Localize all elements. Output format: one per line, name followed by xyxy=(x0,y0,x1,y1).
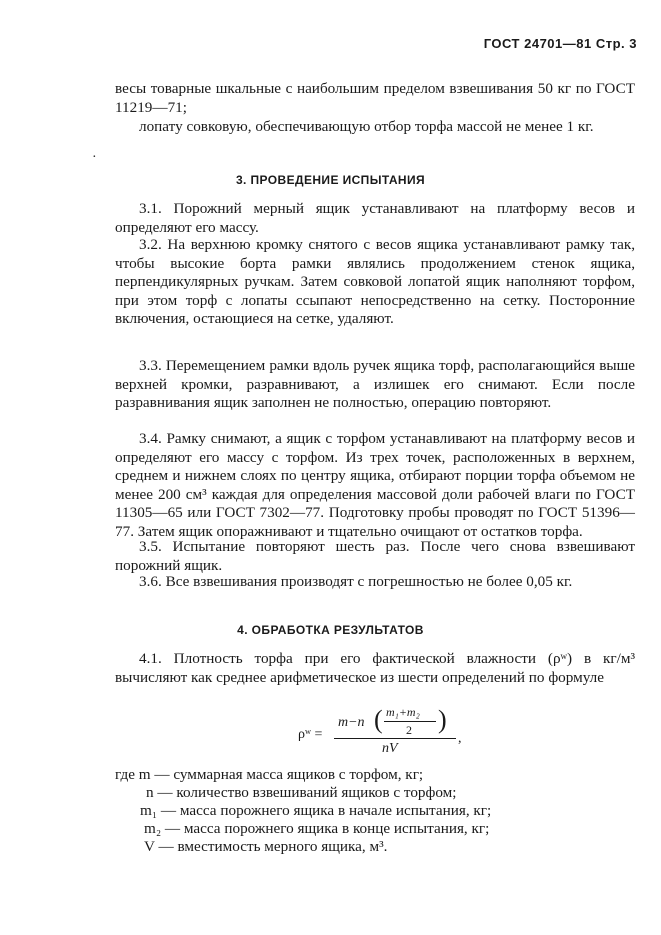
formula-m-minus-n: m−n xyxy=(338,715,365,730)
section-3-heading: 3. ПРОВЕДЕНИЕ ИСПЫТАНИЯ xyxy=(235,173,426,187)
page-header: ГОСТ 24701—81 Стр. 3 xyxy=(483,36,637,51)
legend-m1: m₁ — масса порожнего ящика в начале испытания, кг; xyxy=(140,802,492,819)
intro-paragraph-2: лопату совковую, обеспечивающую отбор торфа массой не менее 1 кг. xyxy=(139,118,594,135)
section-4-paragraph-1: 4.1. Плотность торфа при его фактической влажности (ρʷ) в кг/м³ вычисляют как среднее арифметическое из шести определений по формуле xyxy=(115,650,635,686)
formula-comma: , xyxy=(458,731,462,746)
section-3-paragraph-2: 3.2. На верхнюю кромку снятого с весов ящика устанавливают рамку так, чтобы высокие борта рамки являлись продолжением стенок ящика, перпендикулярных ручкам. Затем совковой лопатой ящик наполняют торфом, при этом торф с лопаты ссыпают непосредственно на сетку. Посторонние включения, остающиеся на сетке, удаляют. xyxy=(115,236,635,327)
section-3-paragraph-6: 3.6. Все взвешивания производят с погрешностью не более 0,05 кг. xyxy=(139,573,573,590)
density-formula xyxy=(298,703,478,763)
legend-n: n — количество взвешиваний ящиков с торфом; xyxy=(146,784,457,801)
legend-v: V — вместимость мерного ящика, м³. xyxy=(144,838,388,855)
section-3-paragraph-4: 3.4. Рамку снимают, а ящик с торфом устанавливают на платформу весов и определяют его массу с торфом. Из трех точек, расположенных в верхнем, среднем и нижнем слоях по центру ящика, отбирают порции торфа объемом не менее 200 см³ каждая для определения массовой доли рабочей влаги по ГОСТ 11305—65 или ГОСТ 7302—77. Подготовку пробы проводят по ГОСТ 51396—77. Затем ящик опоражнивают и тщательно очищают от остатков торфа. xyxy=(115,430,635,540)
section-3-paragraph-3: 3.3. Перемещением рамки вдоль ручек ящика торф, располагающийся выше верхней кромки, разравнивают, а излишек его снимают. Если после разравнивания ящик заполнен не полностью, операцию повторяют. xyxy=(115,357,635,411)
section-3-paragraph-1: 3.1. Порожний мерный ящик устанавливают на платформу весов и определяют его массу. xyxy=(115,200,635,236)
intro-paragraph-1: весы товарные шкальные с наибольшим пределом взвешивания 50 кг по ГОСТ 11219—71; xyxy=(115,80,635,116)
section-4-heading: 4. ОБРАБОТКА РЕЗУЛЬТАТОВ xyxy=(237,623,424,637)
formula-inner-bar xyxy=(384,721,436,722)
formula-lhs: ρʷ = xyxy=(298,727,323,742)
scan-speck: · xyxy=(92,150,97,165)
formula-fraction-top: m₁+m₂ xyxy=(386,705,420,719)
formula-main-bar xyxy=(334,738,456,739)
legend-m2: m₂ — масса порожнего ящика в конце испытания, кг; xyxy=(144,820,490,837)
formula-close-paren: ) xyxy=(438,705,447,734)
formula-fraction-bottom: 2 xyxy=(406,723,412,737)
section-3-paragraph-5: 3.5. Испытание повторяют шесть раз. После чего снова взвешивают порожний ящик. xyxy=(115,538,635,574)
legend-m: где m — суммарная масса ящиков с торфом, кг; xyxy=(115,766,424,783)
formula-denominator: nV xyxy=(382,741,398,756)
formula-open-paren: ( xyxy=(374,705,383,734)
